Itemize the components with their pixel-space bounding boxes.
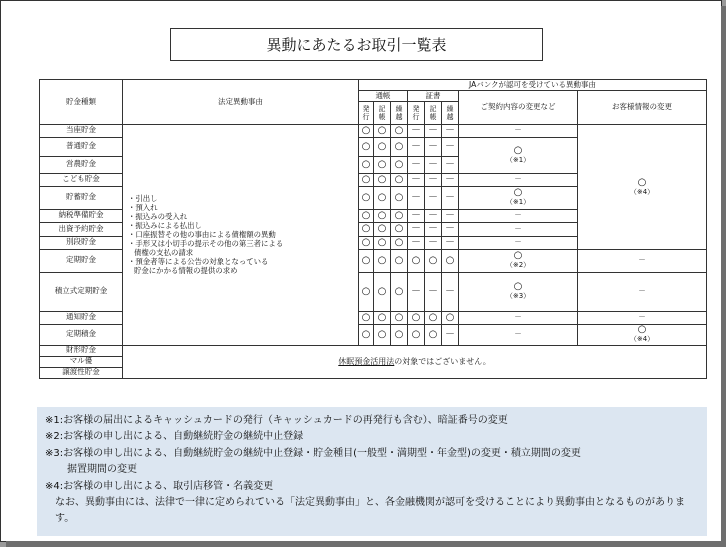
note-general: なお、異動事由には、法律で一律に定められている「法定異動事由」と、各金融機関が認可を受けることにより異動事由となるものがあります。 <box>55 497 685 525</box>
row-mark: － <box>442 222 459 236</box>
row-mark: ○ <box>391 272 408 311</box>
row-mark: ○ <box>359 209 374 222</box>
row-account-name: 定期貯金 <box>40 249 123 272</box>
row-mark: ○ <box>391 249 408 272</box>
row-mark: － <box>408 186 425 209</box>
customer-change-cell <box>578 272 707 311</box>
row-mark: ○ <box>408 311 425 324</box>
row-account-name: マル優 <box>40 356 123 367</box>
header-issue-label: 発行 <box>412 104 420 121</box>
header-certificate-entry <box>425 102 442 125</box>
row-mark: ○ <box>391 311 408 324</box>
legal-reason-item: ・預金者等による公告の対象となっている <box>128 257 269 267</box>
row-mark: － <box>442 156 459 173</box>
row-mark: － <box>442 236 459 249</box>
row-mark: ○ <box>359 186 374 209</box>
customer-note: （※4） <box>629 187 655 196</box>
row-mark: ○ <box>374 209 391 222</box>
contract-note: （※1） <box>505 198 531 207</box>
row-mark: － <box>408 209 425 222</box>
row-account-name: こども貯金 <box>40 173 123 186</box>
customer-value: － <box>638 255 646 265</box>
header-passbook-entry <box>374 102 391 125</box>
row-account-name: 営農貯金 <box>40 156 123 173</box>
contract-change-cell <box>459 249 578 272</box>
contract-change-cell <box>459 173 578 186</box>
header-legal-reason: 法定異動事由 <box>123 80 359 125</box>
contract-mark: ○ <box>513 144 523 156</box>
contract-change-cell <box>459 272 578 311</box>
row-mark: － <box>408 137 425 156</box>
row-mark: ○ <box>359 156 374 173</box>
legal-reason-item: ・手形又は小切手の提示その他の第三者による <box>128 239 284 249</box>
contract-change-cell <box>459 209 578 222</box>
header-certificate-issue <box>408 102 425 125</box>
row-mark: ○ <box>391 222 408 236</box>
row-mark: ○ <box>359 311 374 324</box>
row-mark: － <box>442 125 459 138</box>
contract-value: － <box>514 210 522 220</box>
row-mark: － <box>425 125 442 138</box>
row-mark: ○ <box>391 137 408 156</box>
row-mark: ○ <box>359 324 374 345</box>
row-mark: ○ <box>374 125 391 138</box>
legal-reason-item: ・振込みの受入れ <box>128 212 188 222</box>
contract-value: ○ <box>513 250 523 262</box>
note-1: ※1:お客様の届出によるキャッシュカードの発行（キャッシュカードの再発行も含む）、暗証番号の変更 <box>45 415 508 426</box>
table-row <box>40 125 707 138</box>
header-issue-label: 発行 <box>362 104 370 121</box>
row-mark: － <box>442 137 459 156</box>
note-3: ※3:お客様の申し出による、自動継続貯金の継続中止登録・貯金種目(一般型・満期型・年金型)の変更・積立期間の変更 <box>45 447 581 459</box>
notes-box <box>37 407 707 536</box>
contract-change-cell <box>459 236 578 249</box>
customer-note: （※4） <box>629 335 655 344</box>
row-mark: ○ <box>359 222 374 236</box>
header-certificate-carry <box>442 102 459 125</box>
contract-value: ○ <box>513 187 523 199</box>
contract-note: （※3） <box>505 292 531 301</box>
row-mark: － <box>425 137 442 156</box>
contract-value: － <box>514 125 522 135</box>
note-2: ※2:お客様の申し出による、自動継続貯金の継続中止登録 <box>45 431 304 443</box>
row-mark: ○ <box>374 324 391 345</box>
table-row <box>40 345 707 356</box>
row-account-name: 納税準備貯金 <box>40 209 123 222</box>
row-mark: ○ <box>359 125 374 138</box>
exclusion-notice <box>123 345 707 378</box>
header-ja-reason: JAバンクが認可を受けている異動事由 <box>359 80 707 91</box>
exclusion-law: 休眠預金活用法 <box>338 356 395 366</box>
note-4: ※4:お客様の申し出による、取引店移管・名義変更 <box>45 480 274 492</box>
row-mark: ○ <box>374 156 391 173</box>
row-mark: ○ <box>359 236 374 249</box>
header-entry-label: 記帳 <box>429 104 437 121</box>
customer-change-cell <box>578 324 707 345</box>
row-mark: － <box>425 209 442 222</box>
legal-reason-item: ・預入れ <box>128 203 158 213</box>
customer-value: － <box>638 286 646 296</box>
row-account-name: 譲渡性貯金 <box>40 367 123 378</box>
page-shadow-bottom <box>6 541 726 547</box>
row-mark: － <box>408 173 425 186</box>
customer-value: － <box>638 312 646 322</box>
header-passbook: 通帳 <box>359 91 408 102</box>
legal-reason-item: 貯金にかかる情報の提供の求め <box>134 266 238 276</box>
customer-mark: ○ <box>637 176 647 188</box>
legal-reason-item: 債権の支払の請求 <box>134 248 194 258</box>
row-mark: ○ <box>359 272 374 311</box>
row-mark: ○ <box>391 125 408 138</box>
row-mark: ○ <box>408 324 425 345</box>
row-mark: ○ <box>391 209 408 222</box>
row-mark: ○ <box>374 311 391 324</box>
row-mark: ○ <box>374 137 391 156</box>
row-mark: ○ <box>359 137 374 156</box>
header-carry-label: 繰越 <box>446 104 454 121</box>
row-mark: － <box>442 209 459 222</box>
row-mark: ○ <box>442 311 459 324</box>
page-shadow-right <box>721 6 726 547</box>
contract-note: （※2） <box>505 261 531 270</box>
row-account-name: 普通貯金 <box>40 137 123 156</box>
customer-change-cell <box>578 311 707 324</box>
row-mark: － <box>408 222 425 236</box>
contract-value: ○ <box>513 281 523 293</box>
contract-value: － <box>514 329 522 339</box>
contract-change-cell <box>459 125 578 138</box>
row-mark: ○ <box>391 236 408 249</box>
legal-reason-item: ・引出し <box>128 194 158 204</box>
header-entry-label: 記帳 <box>378 104 386 121</box>
row-mark: － <box>442 272 459 311</box>
row-mark: － <box>442 324 459 345</box>
contract-value: － <box>514 312 522 322</box>
note-3-cont: 据置期間の変更 <box>67 464 137 476</box>
exclusion-text: の対象ではございません。 <box>394 356 491 366</box>
row-mark: － <box>425 186 442 209</box>
customer-change-cell <box>578 249 707 272</box>
contract-change-merged <box>459 137 578 173</box>
row-account-name: 別段貯金 <box>40 236 123 249</box>
header-account-type: 貯金種類 <box>40 80 123 125</box>
row-mark: ○ <box>442 249 459 272</box>
row-mark: － <box>408 125 425 138</box>
row-account-name: 出資予約貯金 <box>40 222 123 236</box>
contract-change-cell <box>459 311 578 324</box>
row-mark: － <box>408 236 425 249</box>
row-mark: ○ <box>425 311 442 324</box>
row-account-name: 通知貯金 <box>40 311 123 324</box>
row-mark: ○ <box>359 249 374 272</box>
contract-value: － <box>514 174 522 184</box>
row-mark: － <box>408 156 425 173</box>
row-mark: － <box>408 272 425 311</box>
row-mark: ○ <box>374 186 391 209</box>
row-mark: ○ <box>374 222 391 236</box>
row-mark: ○ <box>374 236 391 249</box>
row-mark: － <box>425 236 442 249</box>
page-title: 異動にあたるお取引一覧表 <box>170 28 543 61</box>
row-mark: ○ <box>408 249 425 272</box>
header-carry-label: 繰越 <box>395 104 403 121</box>
row-account-name: 貯蓄貯金 <box>40 186 123 209</box>
row-mark: － <box>425 272 442 311</box>
row-account-name: 財形貯金 <box>40 345 123 356</box>
row-mark: ○ <box>374 272 391 311</box>
customer-change-merged <box>578 125 707 250</box>
row-mark: ○ <box>425 249 442 272</box>
row-mark: ○ <box>391 324 408 345</box>
header-certificate: 証書 <box>408 91 459 102</box>
row-mark: － <box>425 173 442 186</box>
header-customer-change: お客様情報の変更 <box>578 91 707 125</box>
row-mark: － <box>442 173 459 186</box>
row-mark: － <box>442 186 459 209</box>
header-passbook-carry <box>391 102 408 125</box>
row-mark: ○ <box>374 173 391 186</box>
legal-reason-item: ・口座振替その他の事由による債権額の異動 <box>128 230 276 240</box>
row-account-name: 定期積金 <box>40 324 123 345</box>
row-mark: ○ <box>359 173 374 186</box>
row-mark: ○ <box>391 173 408 186</box>
row-account-name: 積立式定期貯金 <box>40 272 123 311</box>
contract-value: － <box>514 237 522 247</box>
transaction-table <box>39 79 707 379</box>
row-mark: ○ <box>374 249 391 272</box>
row-mark: ○ <box>425 324 442 345</box>
row-mark: － <box>425 156 442 173</box>
contract-value: － <box>514 223 522 233</box>
legal-reasons-cell <box>123 125 359 346</box>
header-contract-change: ご契約内容の変更など <box>459 91 578 125</box>
contract-note: （※1） <box>505 155 531 164</box>
contract-change-cell <box>459 222 578 236</box>
contract-change-cell <box>459 186 578 209</box>
row-mark: － <box>425 222 442 236</box>
contract-change-cell <box>459 324 578 345</box>
row-mark: ○ <box>391 156 408 173</box>
row-account-name: 当座貯金 <box>40 125 123 138</box>
header-passbook-issue <box>359 102 374 125</box>
legal-reason-item: ・振込みによる払出し <box>128 221 202 231</box>
row-mark: ○ <box>391 186 408 209</box>
customer-value: ○ <box>637 324 647 336</box>
